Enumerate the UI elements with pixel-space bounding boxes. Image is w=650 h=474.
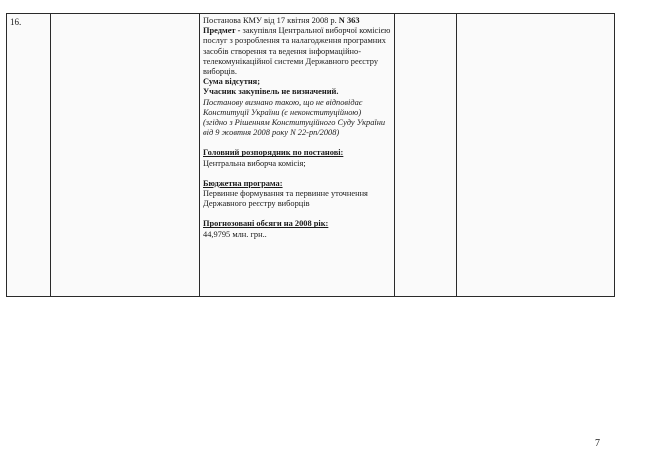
forecast-label: Прогнозовані обсяги на 2008 рік: bbox=[203, 219, 329, 229]
program-value: Первинне формування та первинне уточнення Державного реєстру виборців bbox=[203, 189, 368, 209]
decree-number: N 363 bbox=[338, 16, 360, 25]
amount-label: Сума відсутня; bbox=[203, 77, 260, 87]
empty-cell-b bbox=[51, 14, 200, 297]
decree-reference: Постанова КМУ від 17 квітня 2008 р. N 363 bbox=[203, 16, 360, 25]
page-number: 7 bbox=[595, 438, 600, 449]
table-row bbox=[7, 14, 615, 297]
decree-details-cell bbox=[200, 14, 395, 297]
manager-label: Головний розпорядник по постанові: bbox=[203, 148, 344, 158]
ruling-text: Постанову визнано такою, що не відповідає Конституції України (є неконституційною) bbox=[203, 97, 363, 117]
register-table bbox=[6, 13, 615, 297]
empty-cell-d bbox=[395, 14, 457, 297]
ruling-source: (згідно з Рішенням Конституційного Суду України від 9 жовтня 2008 року N 22-рп/2008) bbox=[203, 118, 386, 138]
program-label: Бюджетна програма: bbox=[203, 178, 283, 188]
row-number-cell bbox=[7, 14, 51, 297]
subject-text: закупівля Центральної виборчої комісією послуг з розроблення та налагодження програмних засобів створення та ведення інформаційно-телекомунікаційної системи Державного реєстру виборців. bbox=[203, 26, 391, 77]
forecast-value: 44,9795 млн. грн.. bbox=[203, 229, 267, 239]
participant-label: Учасник закупівель не визначений. bbox=[203, 87, 339, 97]
decree-subject bbox=[203, 26, 391, 77]
manager-value: Центральна виборча комісія; bbox=[203, 158, 306, 168]
subject-label: Предмет - bbox=[203, 26, 243, 36]
row-number: 16. bbox=[10, 17, 22, 27]
empty-cell-e bbox=[457, 14, 615, 297]
